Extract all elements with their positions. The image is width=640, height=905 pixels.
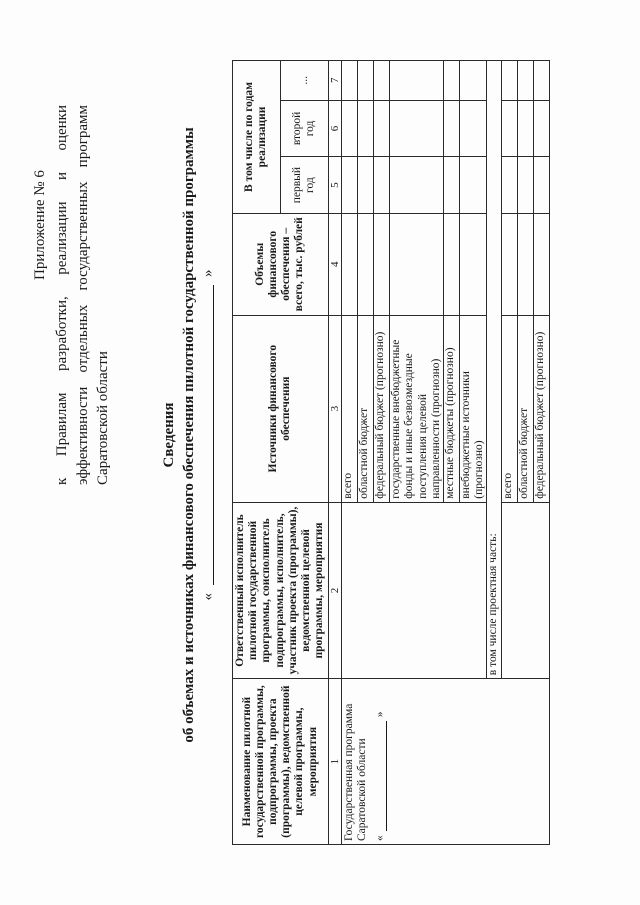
project-source-total: всего (501, 315, 517, 502)
quote-open: « (200, 593, 216, 601)
value-cell (460, 157, 487, 214)
quote-close: » (373, 711, 386, 718)
col-number: 4 (328, 213, 342, 315)
quote-open: « (373, 835, 386, 841)
appendix-header (30, 105, 113, 485)
header-more: ... (280, 61, 328, 101)
heading-program-name-blank (199, 65, 219, 805)
value-cell (342, 61, 358, 101)
col-number: 2 (328, 502, 342, 678)
value-cell (358, 100, 374, 157)
col-number: 7 (328, 61, 342, 101)
value-cell (374, 100, 390, 157)
appendix-line-1: к Правилам разработки, реализации и оценки (54, 105, 71, 485)
value-cell (501, 157, 517, 214)
value-cell (444, 157, 460, 214)
value-cell (460, 100, 487, 157)
value-cell (501, 61, 517, 101)
value-cell (444, 100, 460, 157)
program-quote (374, 682, 387, 841)
value-cell (390, 100, 444, 157)
value-cell (501, 100, 517, 157)
value-cell (342, 100, 358, 157)
heading-subtitle: об объемах и источниках финансового обеспечения пилотной государственной программы (180, 127, 197, 743)
value-cell (358, 213, 374, 315)
header-col3: Источники финансового обеспечения (233, 315, 329, 502)
value-cell (517, 61, 533, 101)
appendix-line-3: Саратовской области (94, 351, 111, 485)
blank-line (374, 721, 387, 831)
value-cell (374, 61, 390, 101)
header-by-year: В том числе по годам реализации (233, 61, 281, 214)
value-cell (460, 213, 487, 315)
header-year1: первый год (280, 157, 328, 214)
value-cell (501, 213, 517, 315)
value-cell (533, 61, 549, 101)
value-cell (517, 157, 533, 214)
value-cell (533, 157, 549, 214)
value-cell (533, 213, 549, 315)
source-federal: федеральный бюджет (прогнозно) (374, 315, 390, 502)
value-cell (390, 213, 444, 315)
table-row (342, 61, 358, 845)
header-col2: Ответственный исполнитель пилотной государственной программы, соисполнитель подпрограммы, исполнитель, участник проекта (программы), ведомственной целевой программы, мероприятия (233, 502, 329, 678)
value-cell (390, 157, 444, 214)
column-numbers-row (328, 61, 342, 845)
value-cell (358, 157, 374, 214)
table-header-row (233, 61, 281, 845)
project-source-federal: федеральный бюджет (прогнозно) (533, 315, 549, 502)
header-col4: Объемы финансового обеспечения – всего, тыс. рублей (233, 213, 329, 315)
blank-line (199, 285, 214, 585)
source-regional: областной бюджет (358, 315, 374, 502)
source-total: всего (342, 315, 358, 502)
project-source-regional: областной бюджет (517, 315, 533, 502)
value-cell (342, 213, 358, 315)
executor-cell (501, 502, 549, 678)
col-number: 1 (328, 679, 342, 845)
value-cell (374, 157, 390, 214)
program-name-cell (342, 679, 550, 845)
executor-cell (342, 502, 487, 678)
quote-close: » (200, 269, 216, 277)
value-cell (460, 61, 487, 101)
value-cell (358, 61, 374, 101)
value-cell (517, 213, 533, 315)
value-cell (517, 100, 533, 157)
header-col1: Наименование пилотной государственной программы, подпрограммы, проекта (программы), ведомственной целевой программы, мероприятия (233, 679, 329, 845)
value-cell (444, 213, 460, 315)
source-extrabudget: внебюджетные источники (прогнозно) (460, 315, 487, 502)
appendix-title: Приложение № 6 (32, 170, 48, 280)
col-number: 6 (328, 100, 342, 157)
value-cell (374, 213, 390, 315)
document-heading (160, 65, 219, 805)
col-number: 5 (328, 157, 342, 214)
value-cell (390, 61, 444, 101)
value-cell (444, 61, 460, 101)
value-cell (342, 157, 358, 214)
project-part-label: в том числе проектная часть: (487, 61, 501, 679)
header-year2: второй год (280, 100, 328, 157)
heading-title: Сведения (161, 402, 177, 468)
appendix-line-2: эффективности отдельных государственных программ (74, 105, 91, 485)
financing-table (232, 60, 550, 845)
col-number: 3 (328, 315, 342, 502)
value-cell (533, 100, 549, 157)
program-name: Государственная программа Саратовской области (343, 703, 369, 841)
source-local: местные бюджеты (прогнозно) (444, 315, 460, 502)
source-state-funds: государственные внебюджетные фонды и иные безвозмездные поступления целевой направленности (прогнозно) (390, 315, 444, 502)
